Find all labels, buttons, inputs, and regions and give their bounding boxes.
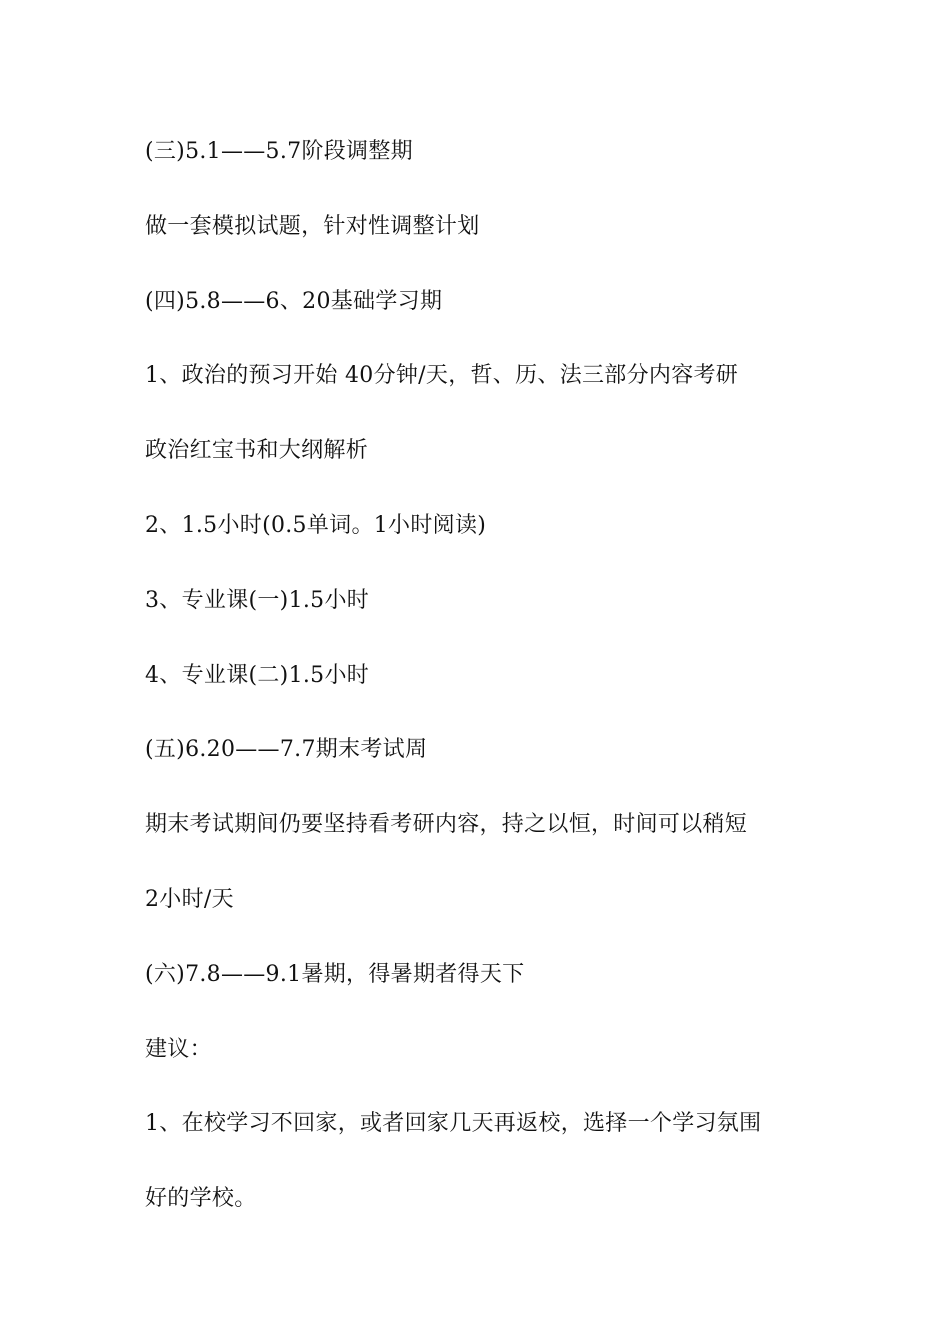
- list-item-3: 3、专业课(一)1.5小时: [145, 587, 370, 613]
- section-heading-6: (六)7.8——9.1暑期，得暑期者得天下: [145, 961, 525, 987]
- paragraph-line: 期末考试期间仍要坚持看考研内容，持之以恒，时间可以稍短: [145, 812, 748, 838]
- section-heading-4: (四)5.8——6、20基础学习期: [145, 288, 443, 314]
- section-heading-3: (三)5.1——5.7阶段调整期: [145, 139, 413, 164]
- list-item-1-continued: 政治红宝书和大纲解析: [145, 438, 369, 464]
- list-item-1: 1、政治的预习开始 40分钟/天，哲、历、法三部分内容考研: [145, 363, 739, 389]
- suggestion-label: 建议：: [145, 1036, 212, 1062]
- suggestion-item-1-continued: 好的学校。: [145, 1186, 257, 1212]
- list-item-4: 4、专业课(二)1.5小时: [145, 662, 370, 688]
- suggestion-item-1: 1、在校学习不回家，或者回家几天再返校，选择一个学习氛围: [145, 1111, 762, 1137]
- paragraph-line: 做一套模拟试题，针对性调整计划: [145, 213, 480, 239]
- paragraph-line-continued: 2小时/天: [145, 886, 234, 912]
- document-body: [145, 133, 825, 1255]
- list-item-2: 2、1.5小时(0.5单词。1小时阅读): [145, 512, 487, 538]
- section-heading-5: (五)6.20——7.7期末考试周: [145, 737, 428, 763]
